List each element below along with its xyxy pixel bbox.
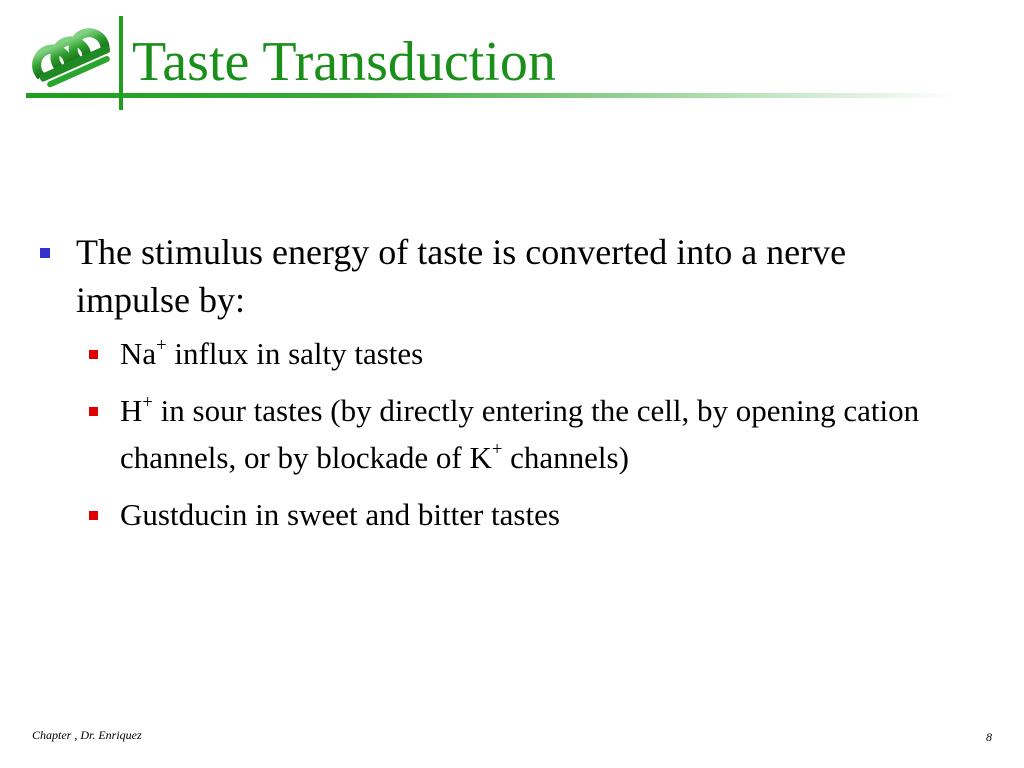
square-bullet-icon: [40, 248, 50, 258]
text-run: in sour tastes (by directly entering the cell, by opening cation channels, or by blockade of K: [120, 393, 920, 475]
ecc-logo-icon: [30, 24, 114, 90]
superscript: +: [142, 391, 153, 413]
text-run: channels): [502, 440, 629, 475]
text-run: Gustducin in sweet and bitter tastes: [120, 497, 560, 532]
bullet-text: [120, 393, 919, 475]
title-underline: [26, 93, 956, 98]
sub-bullet-item: [36, 387, 956, 481]
sub-bullet-item: [36, 491, 956, 538]
sub-bullet-item: [36, 330, 956, 377]
title-vertical-divider: [119, 16, 123, 110]
text-run: The stimulus energy of taste is converted into a nerve impulse by:: [76, 232, 847, 320]
bullet-text: [120, 336, 423, 371]
bullet-item: [36, 228, 956, 324]
text-run: H: [120, 393, 143, 428]
square-bullet-icon: [89, 407, 98, 416]
text-run: influx in salty tastes: [166, 336, 424, 371]
text-run: Na: [120, 336, 157, 371]
bullet-list: [36, 228, 956, 548]
square-bullet-icon: [89, 350, 98, 359]
bullet-text: [120, 497, 560, 532]
superscript: +: [156, 334, 167, 356]
footer-chapter-label: Chapter , Dr. Enriquez: [32, 728, 142, 742]
square-bullet-icon: [89, 511, 98, 520]
superscript: +: [491, 438, 503, 460]
slide-title: Taste Transduction: [132, 31, 556, 93]
page-number: 8: [986, 730, 992, 744]
bullet-text: [76, 232, 846, 320]
